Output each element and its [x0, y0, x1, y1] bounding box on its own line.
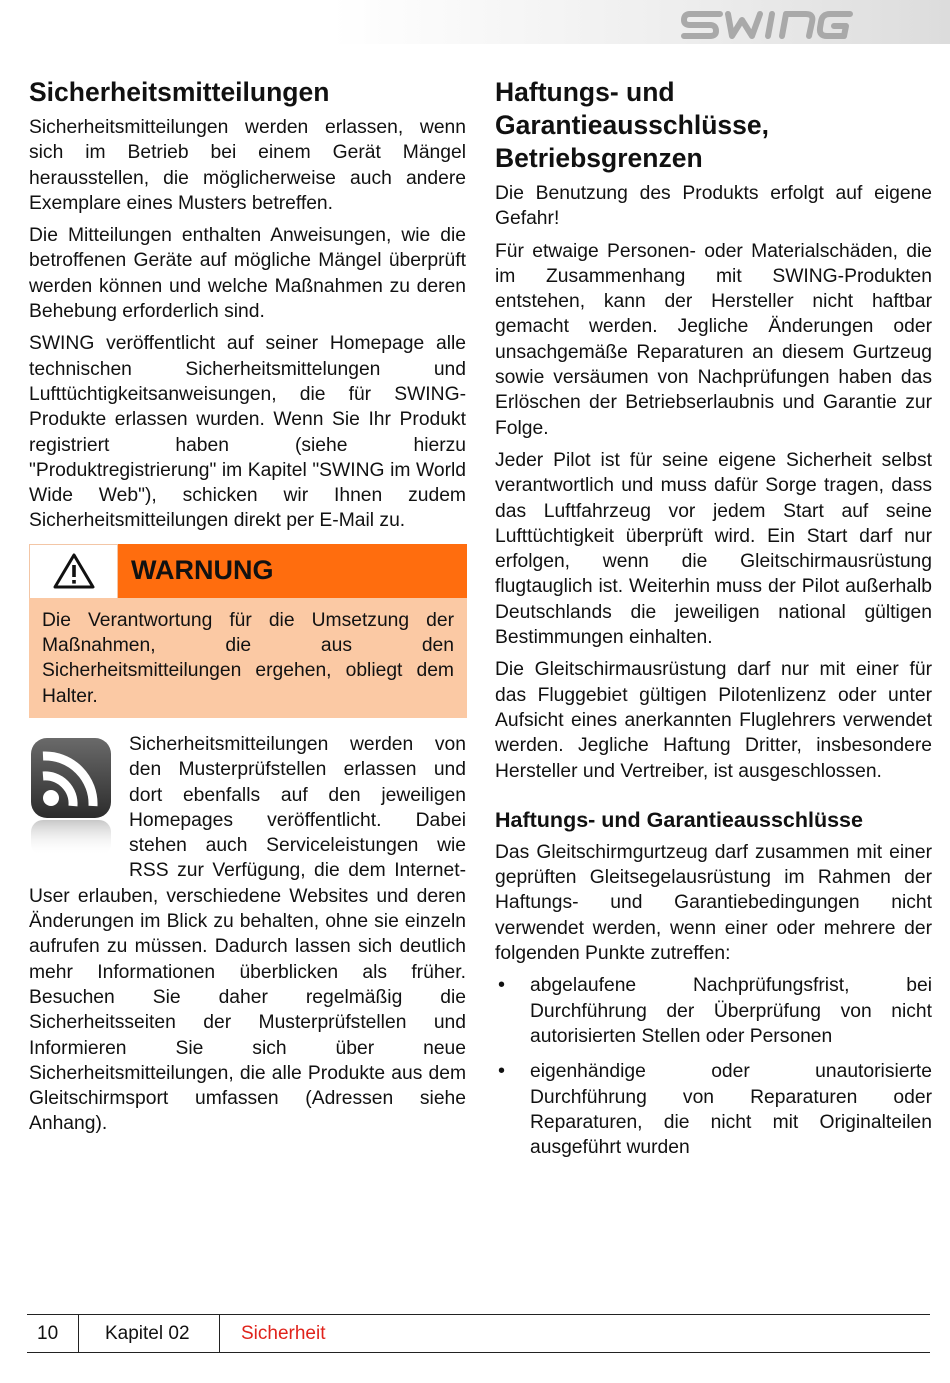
footer-rule-bottom: [27, 1352, 930, 1353]
list-item: • eigenhändige oder unautorisierte Durchführung von Reparaturen oder Reparaturen, die nicht mit Originalteilen ausgeführt wurden: [495, 1059, 932, 1160]
paragraph: Die Gleitschirmausrüstung darf nur mit einer für das Fluggebiet gültigen Pilotenlizenz oder unter Aufsicht eines anerkannten Fluglehrers verwendet werden. Jegliche Haftung Dritter, insbesondere Hersteller und Vertreiber, ist ausgeschlossen.: [495, 659, 932, 782]
paragraph-rss: [29, 732, 466, 1137]
exclusion-list: [495, 973, 932, 1160]
chapter-label: Kapitel 02: [105, 1323, 190, 1344]
footer-separator: [78, 1314, 79, 1353]
warning-triangle-icon: [52, 552, 96, 590]
rss-icon: [29, 736, 129, 864]
right-column: [495, 76, 932, 1170]
paragraph: Die Benutzung des Produkts erfolgt auf eigene Gefahr!: [495, 183, 932, 230]
list-item: • abgelaufene Nachprüfungsfrist, bei Durchführung der Überprüfung von nicht autorisierten Stellen oder Personen: [495, 973, 932, 1049]
footer-rule-top: [27, 1314, 930, 1315]
swing-logo: [680, 8, 880, 48]
rss-paragraph-text: Sicherheitsmitteilungen werden von den Musterprüfstellen erlassen und dort ebenfalls auf den jeweiligen Homepages veröffentlicht. Dabei stehen auch Serviceleistungen wie RSS zur Verfügung, die dem Internet-User erlauben, verschiedene Websites und deren Änderungen im Blick zu behalten, ohne sie einzeln aufrufen zu müssen. Dadurch lassen sich deutlich mehr Informationen überblicken als früher. Besuchen Sie daher regelmäßig die Sicherheitsseiten der Musterprüfstellen und Informieren Sie sich über neue Sicherheitsmitteilungen, die alle Produkte aus dem Gleitschirmsport umfassen (Adressen siehe Anhang).: [29, 733, 466, 1135]
warning-text: Die Verantwortung für die Umsetzung der Maßnahmen, die aus den Sicherheitsmitteilungen ergehen, obliegt dem Halter.: [42, 609, 454, 707]
paragraph: Die Mitteilungen enthalten Anweisungen, wie die betroffenen Geräte auf mögliche Mängel überprüft werden können und welche Maßnahmen zu deren Behebung erforderlich sind.: [29, 225, 466, 323]
paragraph: SWING veröffentlicht auf seiner Homepage alle technischen Sicherheitsmittelungen und Lufttüchtigkeitsanweisungen, die für SWING-Produkte erlassen wurden. Wenn Sie Ihr Produkt registriert haben (siehe hierzu "Produktregistrierung" im Kapitel "SWING im World Wide Web"), schicken wir Ihnen zudem Sicherheitsmitteilungen direkt per E-Mail zu.: [29, 333, 466, 532]
paragraph: Sicherheitsmitteilungen werden erlassen, wenn sich im Betrieb bei einem Gerät Mängel herausstellen, die möglicherweise auch andere Exemplare eines Musters betreffen.: [29, 117, 466, 214]
section-label: Sicherheit: [241, 1323, 326, 1344]
warning-title: WARNUNG: [118, 544, 467, 598]
paragraph: Jeder Pilot ist für seine eigene Sicherheit selbst verantwortlich und muss dafür Sorge tragen, dass das Luftfahrzeug vor jedem Start auf seine Lufttüchtigkeit überprüft wird. Ein Start darf nur erfolgen, wenn die Gleitschirmausrüstung flugtauglich ist. Weiterhin muss der Pilot außerhalb Deutschlands die jeweiligen national gültigen Bestimmungen einhalten.: [495, 449, 932, 649]
left-column: [29, 76, 466, 1144]
footer-separator: [219, 1314, 220, 1353]
paragraph: Das Gleitschirmgurtzeug darf zusammen mit einer geprüften Gleitsegelausrüstung im Rahmen der Haftungs- und Garantiebedingungen nicht verwendet werden, wenn einer oder mehrere der folgenden Punkte zutreffen:: [495, 841, 932, 965]
warning-box: [29, 544, 467, 718]
section-title-liability: Haftungs- und Garantieausschlüsse, Betriebsgrenzen: [495, 77, 769, 173]
subsection-title-liability-exclusions: Haftungs- und Garantieausschlüsse: [495, 807, 863, 832]
swing-logo-mark: [680, 8, 880, 42]
page-number: 10: [37, 1323, 59, 1344]
section-title-safety-notices: Sicherheitsmitteilungen: [29, 77, 330, 107]
warning-icon-box: [29, 544, 118, 598]
warning-body: [29, 598, 467, 718]
warning-header: [29, 544, 467, 598]
paragraph: Für etwaige Personen- oder Materialschäden, die im Zusammenhang mit SWING-Produkten entstehen, kann der Hersteller nicht haftbar gemacht werden. Jegliche Änderungen oder unsachgemäße Reparaturen an diesem Gurtzeug sowie versäumen von Nachprüfungen haben das Erlöschen der Betriebserlaubnis und Garantie zur Folge.: [495, 240, 932, 439]
